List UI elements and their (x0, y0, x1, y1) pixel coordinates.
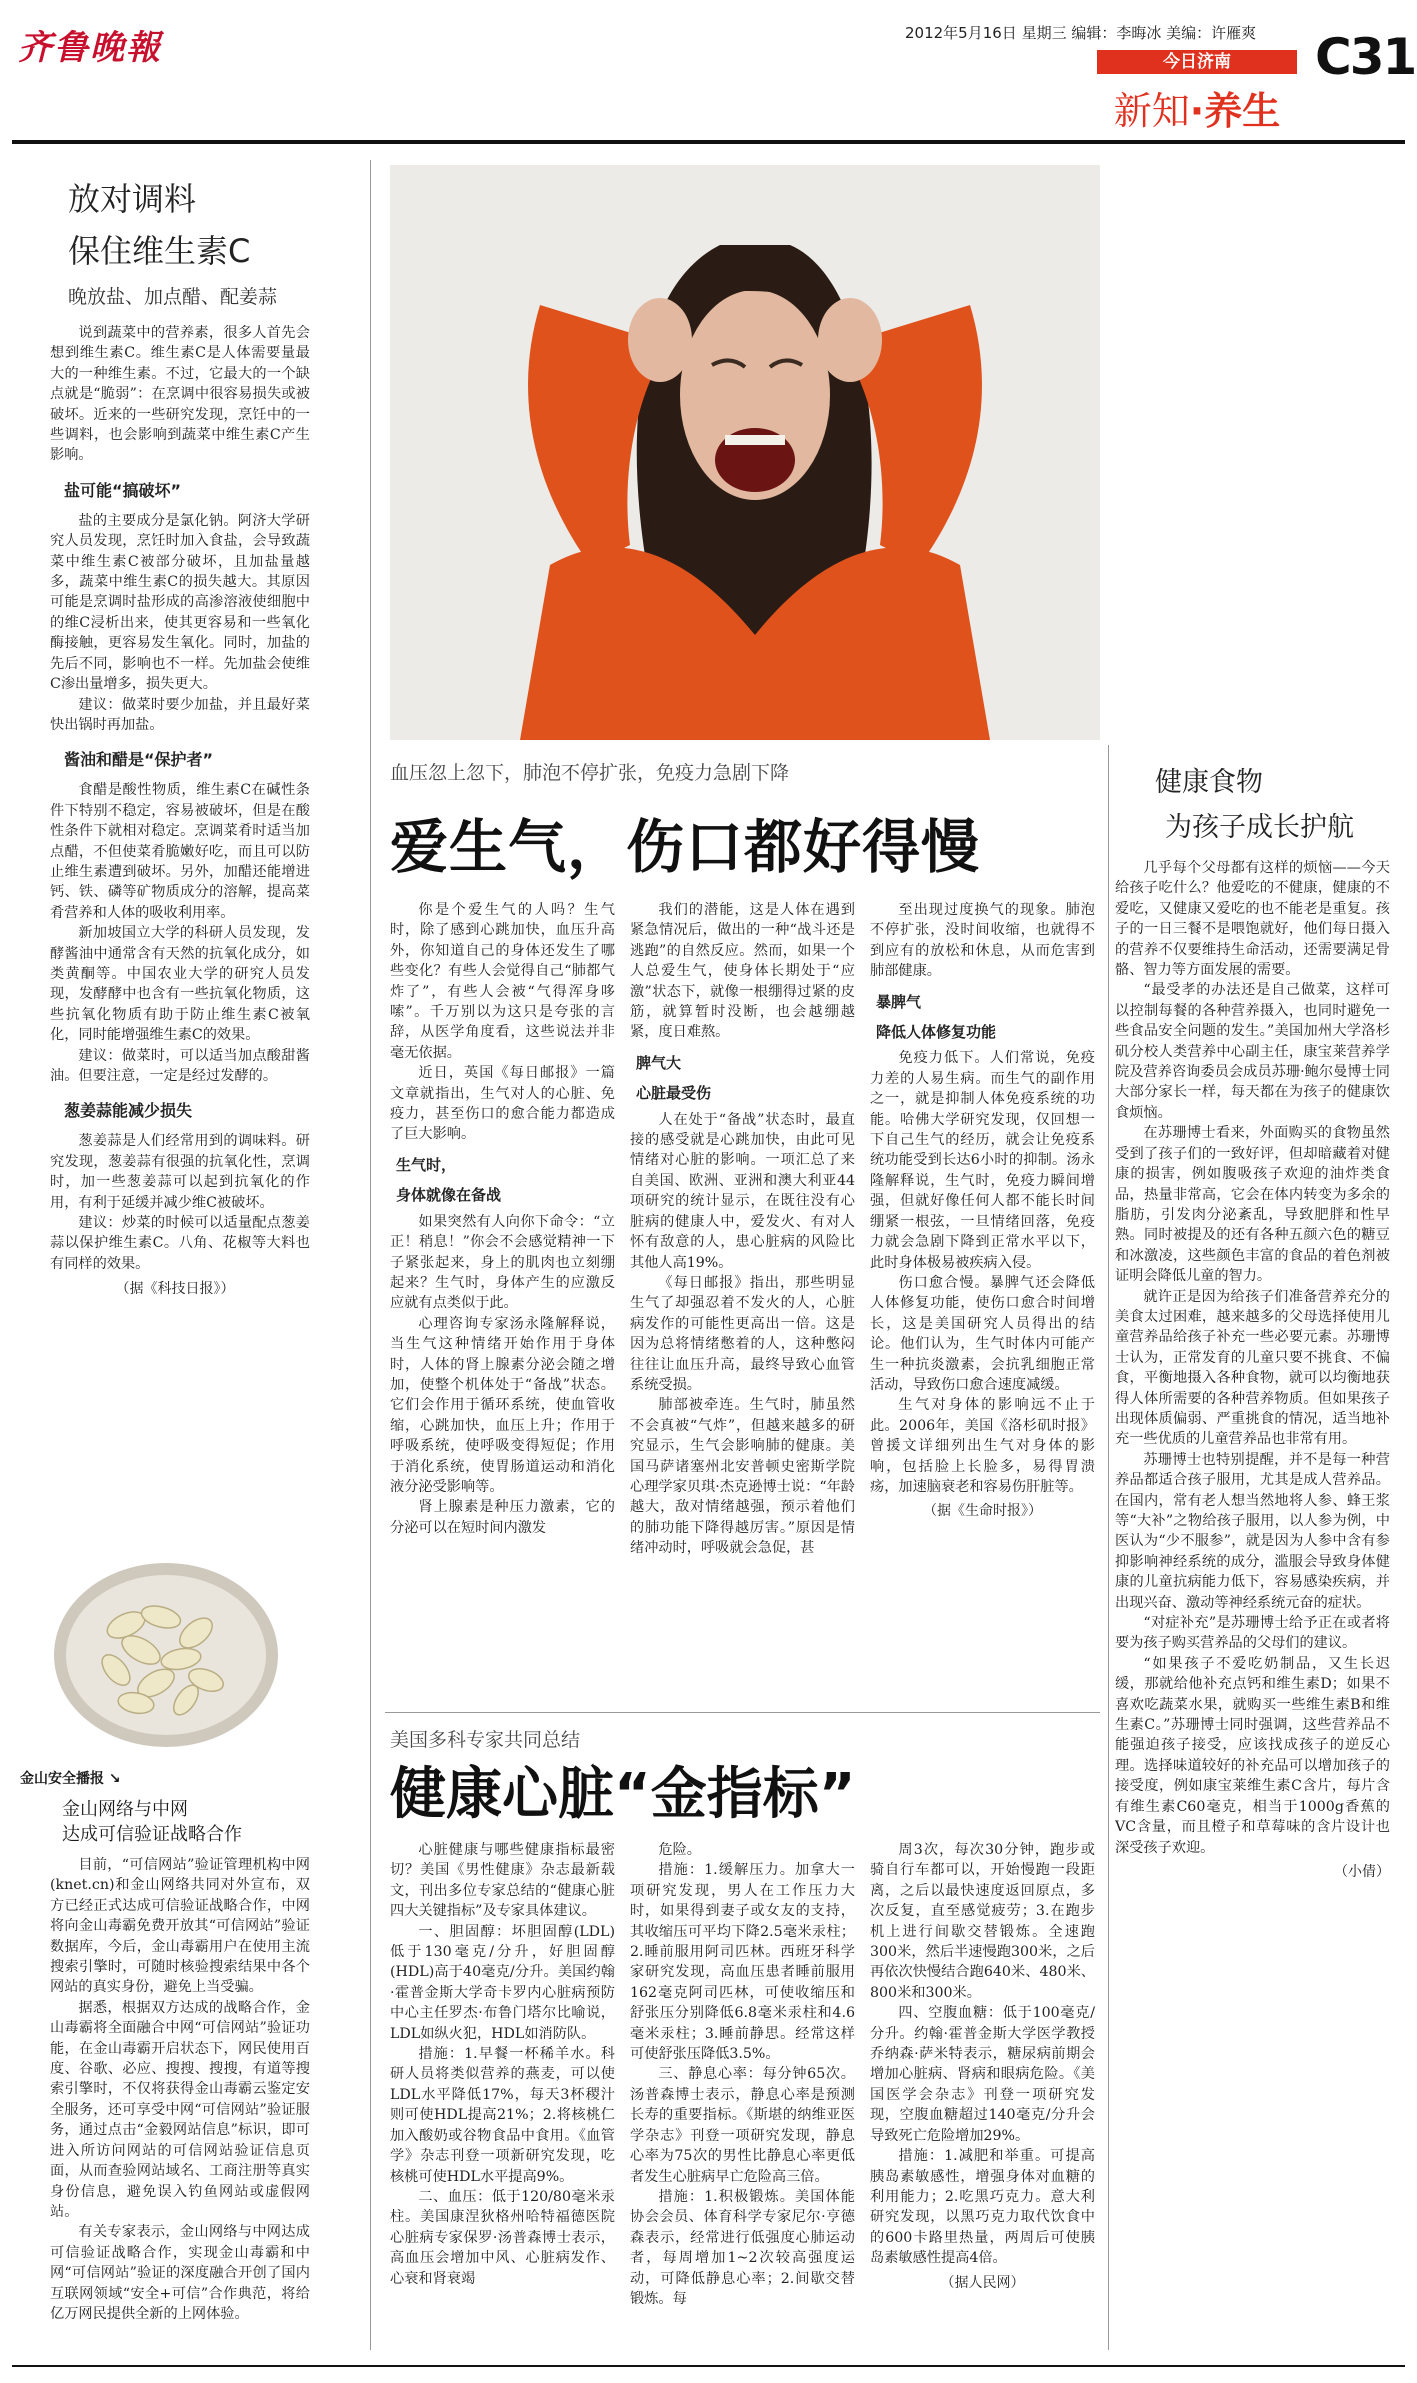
right-article (1115, 760, 1390, 1882)
main-article-subhead: 生气时， (396, 1155, 457, 1174)
main-article-source: （据《生命时报》） (923, 1503, 1042, 1520)
main-article-subhead: 心脏最受伤 (636, 1084, 712, 1103)
right-article-source: （小倩） (1334, 1863, 1390, 1880)
left-article (40, 170, 310, 1298)
ad-paragraph: 有关专家表示，金山网络与中网达成可信验证战略合作，实现金山毒霸和中网“可信网站”验证的深度融合开创了国内互联网领域“安全+可信”合作典范，将给亿万网民提供全新的上网体验。 (50, 2224, 310, 2322)
main-article-paragraph: 伤口愈合慢。暴脾气还会降低人体修复功能，使伤口愈合时间增长，这是美国研究人员得出的结论。他们认为，生气时体内可能产生一种抗炎激素，会抗乳细胞正常活动，导致伤口愈合速度减缓。 (870, 1274, 1095, 1393)
ad-tag-text: 金山安全播报 (20, 1771, 104, 1787)
ad-paragraph: 目前，“可信网站”验证管理机构中网(knet.cn)和金山网络共同对外宣布，双方已经正式达成可信验证战略合作，中网将向金山毒霸免费开放其“可信网站”验证数据库，今后，金山毒霸用户在使用主流搜索引擎时，可随时核验搜索结果中各个网站的真实身份，避免上当受骗。 (50, 1857, 310, 1996)
right-article-paragraph: 苏珊博士也特别提醒，并不是每一种营养品都适合孩子服用，尤其是成人营养品。在国内，常有老人想当然地将人参、蜂王浆等“大补”之物给孩子服用，以人参为例，中医认为“少不服参”，就是因为人参中含有参抑影响神经系统的成分，滥服会导致身体健康的儿童抗病能力低下，容易感染疾病，并出现兴奋、激动等神经系统元奋的症状。 (1115, 1451, 1390, 1611)
left-article-subtitle: 晚放盐、加点醋、配姜蒜 (68, 286, 278, 308)
article-divider (385, 1712, 1100, 1713)
heart-article-column-1 (390, 1840, 615, 2289)
main-article-paragraph: 人在处于“备战”状态时，最直接的感受就是心跳加快，由此可见情绪对心脏的影响。一项汇总了来自美国、欧洲、亚洲和澳大利亚44项研究的统计显示，在既往没有心脏病的健康人中，爱发火、有对人怀有敌意的人，患心脏病的风险比其他人高19%。 (630, 1111, 855, 1271)
main-article-paragraph: 至出现过度换气的现象。肺泡不停扩张，没时间收缩，也就得不到应有的放松和休息，从而危害到肺部健康。 (870, 902, 1095, 980)
left-article-paragraph: 建议：做菜时，可以适当加点酸甜酱油。但要注意，一定是经过发酵的。 (50, 1047, 310, 1084)
dateline: 2012年5月16日 星期三 编辑：李晦冰 美编：许雁爽 (905, 24, 1257, 42)
heart-article-headline: 健康心脏“金指标” (390, 1762, 856, 1827)
section-title-b: ·养生 (1189, 89, 1281, 133)
left-article-title-1: 放对调料 (68, 180, 197, 218)
main-article-paragraph: 肾上腺素是种压力激素，它的分泌可以在短时间内激发 (390, 1499, 615, 1536)
ad-tag (20, 1768, 121, 1788)
left-article-paragraph: 建议：炒菜的时候可以适量配点葱姜蒜以保护维生素C。八角、花椒等大料也有同样的效果。 (50, 1215, 310, 1272)
newspaper-logo: 齐鲁晚報 (18, 28, 162, 68)
main-article-deck: 血压忽上忽下，肺泡不停扩张，免疫力急剧下降 (390, 762, 790, 784)
left-article-intro: 说到蔬菜中的营养素，很多人首先会想到维生素C。维生素C是人体需要量最大的一种维生素。不过，它最大的一个缺点就是“脆弱”：在烹调中很容易损失或被破坏。近来的一些研究发现，烹饪中的一些调料，也会影响到蔬菜中维生素C产生影响。 (50, 325, 310, 464)
page-number: C31 (1315, 28, 1416, 86)
left-article-source: （据《科技日报》） (115, 1281, 235, 1298)
heart-article-paragraph: 二、血压：低于120/80毫米汞柱。美国康涅狄格州哈特福德医院心脏病专家保罗·汤普森博士表示，高血压会增加中风、心脏病发作、心衰和肾衰竭 (390, 2188, 615, 2287)
heart-article-paragraph: 心脏健康与哪些健康指标最密切？美国《男性健康》杂志最新载文，刊出多位专家总结的“健康心脏四大关键指标”及专家具体建议。 (390, 1842, 615, 1920)
right-article-paragraph: 在苏珊博士看来，外面购买的食物虽然受到了孩子们的一致好评，但却暗藏着对健康的损害，例如腹吸孩子欢迎的油炸类食品，热量非常高，它会在体内转变为多余的脂肪，引发肉分泌紊乱，导致肥胖和性早熟。同时被提及的还有各种五颜六色的糖豆和冰激凌，这些颜色丰富的食品的着色剂被证明会降低儿童的智力。 (1115, 1125, 1390, 1285)
main-article-paragraph: 如果突然有人向你下命令：“立正！稍息！”你会不会感觉精神一下子紧张起来，身上的肌肉也立刻绷起来？生气时，身体产生的应激反应就有点类似于此。 (390, 1213, 615, 1312)
main-article-paragraph: 生气对身体的影响远不止于此。2006年，美国《洛杉矶时报》曾援文详细列出生气对身体的影响，包括脸上长脸多，易得胃溃疡，加速脑衰老和容易伤肝脏等。 (870, 1397, 1095, 1495)
ad-title-1: 金山网络与中网 (62, 1799, 188, 1820)
left-article-paragraph: 盐的主要成分是氯化钠。阿济大学研究人员发现，烹饪时加入食盐，会导致蔬菜中维生素C被部分破坏，且加盐量越多，蔬菜中维生素C的损失越大。其原因可能是烹调时盐形成的高渗溶液使细胞中的维C浸析出来，使其更容易和一些氧化酶接触，更容易发生氧化。同时，加盐的先后不同，影响也不一样。先加盐会使维C渗出量增多，损失更大。 (50, 512, 310, 693)
left-article-paragraph: 葱姜蒜是人们经常用到的调味料。研究发现，葱姜蒜有很强的抗氧化性，烹调时，加一些葱姜蒜可以起到抗氧化的作用，有利于延缓并减少维C被破坏。 (50, 1133, 310, 1211)
main-article-headline: 爱生气，伤口都好得慢 (390, 813, 981, 881)
left-article-subhead-1: 盐可能“搞破坏” (64, 480, 182, 500)
main-article-column-2 (630, 900, 855, 1559)
left-article-paragraph: 食醋是酸性物质，维生素C在碱性条件下特别不稳定，容易被破坏，但是在酸性条件下就相对稳定。烹调菜肴时适当加点醋，不但使菜肴脆嫩好吃，而且可以防止维生素遭到破坏。另外，加醋还能增进钙、铁、磷等矿物质成分的溶解，提高菜肴营养和人体的吸收利用率。 (50, 782, 310, 921)
right-article-paragraph: “对症补充”是苏珊博士给予正在或者将要为孩子购买营养品的父母们的建议。 (1115, 1615, 1390, 1652)
main-article-subhead: 暴脾气 (876, 992, 922, 1011)
header-rule (12, 140, 1405, 144)
main-article-paragraph: 肺部被牵连。生气时，肺虽然不会真被“气炸”，但越来越多的研究显示，生气会影响肺的健康。美国马萨诸塞州北安普顿史密斯学院心理学家贝琪·杰克逊博士说：“年龄越大，敌对情绪越强，预示着他们的肺功能下降得越厉害。”原因是情绪冲动时，呼吸就会急促，甚 (630, 1397, 855, 1557)
main-article-paragraph: 我们的潜能，这是人体在遇到紧急情况后，做出的一种“战斗还是逃跑”的自然反应。然而，如果一个人总爱生气，使身体长期处于“应激”状态下，就像一根绷得过紧的皮筋，就算暂时没断，也会越绷越紧，度日难熬。 (630, 902, 855, 1041)
heart-article-paragraph: 四、空腹血糖：低于100毫克/分升。约翰·霍普金斯大学医学教授乔纳森·萨米特表示，糖尿病前期会增加心脏病、肾病和眼病危险。《美国医学会杂志》刊登一项研究发现，空腹血糖超过140毫克/分升会导致死亡危险增加29%。 (870, 2005, 1095, 2144)
ad-paragraph: 据悉，根据双方达成的战略合作，金山毒霸将全面融合中网“可信网站”验证功能，在金山毒霸开启状态下，网民使用百度、谷歌、必应、搜搜、搜搜，有道等搜索引擎时，不仅将获得金山毒霸云鉴定安全服务，还可享受中网“可信网站”验证服务，通过点击“金毅网站信息”标识，即可进入所访问网站的可信网站验证信息页面，从而查验网站域名、工商注册等真实身份信息，避免误入钓鱼网站或虚假网站。 (50, 1999, 310, 2220)
left-article-subhead-3: 葱姜蒜能减少损失 (64, 1101, 193, 1121)
garlic-photo (46, 1555, 286, 1755)
heart-article-paragraph: 危险。 (658, 1842, 701, 1858)
left-article-paragraph: 新加坡国立大学的科研人员发现，发酵酱油中通常含有天然的抗氧化成分，如类黄酮等。中国农业大学的研究人员发现，发酵酵中也含有一些抗氧化物质，这些抗氧化物质有助于防止维生素C被氧化，同时能增强维生素C的效果。 (50, 925, 310, 1044)
main-article-subhead: 脾气大 (636, 1053, 682, 1072)
main-photo (390, 165, 1100, 740)
heart-article-source: （据人民网） (940, 2274, 1025, 2291)
left-article-subhead-2: 酱油和醋是“保护者” (64, 750, 214, 770)
main-article-paragraph: 你是个爱生气的人吗？生气时，除了感到心跳加快，血压升高外，你知道自己的身体还发生了哪些变化？有些人会觉得自己“肺都气炸了”，有些人会被“气得浑身哆嗦”。千万别以为这只是夸张的言辞，从医学角度看，这些说法并非毫无依据。 (390, 902, 615, 1061)
heart-article-paragraph: 周3次，每次30分钟，跑步或骑自行车都可以，开始慢跑一段距离，之后以最快速度返回原点，多次反复，直至感觉疲劳；3.在跑步机上进行间歇交替锻炼。全速跑300米，然后半速慢跑300米，之后再依次快慢结合跑640米、480米、800米和300米。 (870, 1842, 1095, 2001)
left-article-title-2: 保住维生素C (68, 232, 251, 270)
heart-article-column-2 (630, 1840, 855, 2309)
heart-article-paragraph: 措施：1.减肥和举重。可提高胰岛素敏感性，增强身体对血糖的利用能力；2.吃黑巧克力。意大利研究发现，以黑巧克力取代饮食中的600卡路里热量，两周后可使胰岛素敏感性提高4倍。 (870, 2148, 1095, 2267)
corner-arrow-icon: ↘ (104, 1771, 121, 1787)
column-divider-left (370, 160, 371, 2350)
ad-title-2: 达成可信验证战略合作 (62, 1824, 242, 1845)
right-article-title-2: 为孩子成长护航 (1165, 812, 1354, 843)
section-title-a: 新知 (1113, 89, 1190, 133)
left-article-paragraph: 建议：做菜时要少加盐，并且最好菜快出锅时再加盐。 (50, 696, 310, 733)
main-article-column-3 (870, 900, 1095, 1522)
right-article-paragraph: 就许正是因为给孩子们准备营养充分的美食太过困难，越来越多的父母选择使用儿童营养品给孩子补充一些必要元素。苏珊博士认为，正常发育的儿童只要不挑食、不偏食，平衡地摄入各种食物，就可以均衡地获得人体所需要的各种营养物质。但如果孩子出现体质偏弱、严重挑食的情况，适当地补充一些优质的儿童营养品也非常有用。 (1115, 1288, 1390, 1448)
heart-article-paragraph: 三、静息心率：每分钟65次。汤普森博士表示，静息心率是预测长寿的重要指标。《斯堪的纳维亚医学杂志》刊登一项研究发现，静息心率为75次的男性比静息心率更低者发生心脏病早亡危险高三倍。 (630, 2066, 855, 2185)
main-article-subhead: 身体就像在备战 (396, 1186, 502, 1205)
heart-article-column-3 (870, 1840, 1095, 2293)
section-label: 今日济南 (1097, 50, 1297, 74)
column-divider-right (1108, 745, 1109, 2350)
footer-rule (12, 2365, 1405, 2367)
main-article-paragraph: 近日，英国《每日邮报》一篇文章就指出，生气对人的心脏、免疫力，甚至伤口的愈合能力都造成了巨大影响。 (390, 1065, 615, 1143)
heart-article-paragraph: 措施：1.积极锻炼。美国体能协会会员、体育科学专家尼尔·亨德森表示，经常进行低强度心肺运动者，每周增加1~2次较高强度运动，可降低静息心率；2.间歇交替锻炼。每 (630, 2188, 855, 2307)
heart-article-paragraph: 措施：1.缓解压力。加拿大一项研究发现，男人在工作压力大时，如果得到妻子或女友的支持，其收缩压可平均下降2.5毫米汞柱；2.睡前服用阿司匹林。西班牙科学家研究发现，高血压患者睡前服用162毫克阿司匹林，可使收缩压和舒张压分别降低6.8毫米汞柱和4.6毫米汞柱；3.睡前静思。经常这样可使舒张压降低3.5%。 (630, 1862, 855, 2063)
main-article-column-1 (390, 900, 615, 1538)
right-article-paragraph: “如果孩子不爱吃奶制品，又生长迟缓，那就给他补充点钙和维生素D；如果不喜欢吃蔬菜水果，就购买一些维生素B和维生素C。”苏珊博士同时强调，这些营养品不能强迫孩子接受，应该找成孩子的逆反心理。选择味道较好的补充品可以增加孩子的接受度，例如康宝莱维生素C含片，每片含有维生素C60毫克，相当于1000g香蕉的VC含量，而且橙子和草莓味的含片设计也深受孩子欢迎。 (1115, 1655, 1390, 1856)
heart-article-deck: 美国多科专家共同总结 (390, 1729, 581, 1751)
main-article-paragraph: 《每日邮报》指出，那些明显生气了却强忍着不发火的人，心脏病发作的可能性更高出一倍。这是因为总将情绪憋着的人，这种憋闷往往让血压升高，最终导致心血管系统受损。 (630, 1274, 855, 1393)
main-article-subhead: 降低人体修复功能 (876, 1023, 997, 1042)
right-article-paragraph: “最受孝的办法还是自己做菜，这样可以控制每餐的各种营养摄入，也同时避免一些食品安全问题的发生。”美国加州大学洛杉矶分校人类营养中心副主任，康宝莱营养学院及营养咨询委员会成员苏珊·鲍尔曼博士同大部分家长一样，每天都在为孩子的健康饮食烦恼。 (1115, 982, 1390, 1121)
right-article-paragraph: 几乎每个父母都有这样的烦恼——今天给孩子吃什么？他爱吃的不健康，健康的不爱吃，又健康又爱吃的也不能老是重复。孩子的一日三餐不是喂饱就好，他们每日摄入的营养不仅要维持生命活动，还需要满足骨骼、智力等方面发展的需要。 (1115, 860, 1390, 979)
main-article-paragraph: 心理咨询专家汤永隆解释说，当生气这种情绪开始作用于身体时，人体的肾上腺素分泌会随之增加，使整个机体处于“备战”状态。它们会作用于循环系统，使血管收缩，心跳加快，血压上升；作用于呼吸系统，使呼吸变得短促；作用于消化系统，使胃肠道运动和消化液分泌受影响等。 (390, 1315, 615, 1495)
main-article-paragraph: 免疫力低下。人们常说，免疫力差的人易生病。而生气的副作用之一，就是抑制人体免疫系统的功能。哈佛大学研究发现，仅回想一下自己生气的经历，就会让免疫系统功能受到长达6小时的抑制。汤永隆解释说，生气时，免疫力瞬间增强，但就好像任何人都不能长时间绷紧一根弦，一旦情绪回落，免疫力就会急剧下降到正常水平以下，此时身体极易被疾病入侵。 (870, 1050, 1095, 1271)
heart-article-paragraph: 措施：1.早餐一杯稀羊水。科研人员将类似营养的燕麦，可以使LDL水平降低17%，每天3杯稷汁则可使HDL提高21%；2.将核桃仁加入酸奶或谷物食品中食用。《血管学》杂志刊登一项新研究发现，吃核桃可使HDL水平提高9%。 (390, 2046, 615, 2185)
section-title (1097, 80, 1297, 135)
right-article-title-1: 健康食物 (1155, 767, 1263, 798)
heart-article-paragraph: 一、胆固醇：坏胆固醇(LDL)低于130毫克/分升，好胆固醇(HDL)高于40毫克/分升。美国约翰·霍普金斯大学奇卡罗内心脏病预防中心主任罗杰·布鲁门塔尔比喻说，LDL如纵火犯，HDL如消防队。 (390, 1923, 615, 2042)
ad-body (40, 1855, 310, 2324)
right-article-body (1115, 858, 1390, 1882)
